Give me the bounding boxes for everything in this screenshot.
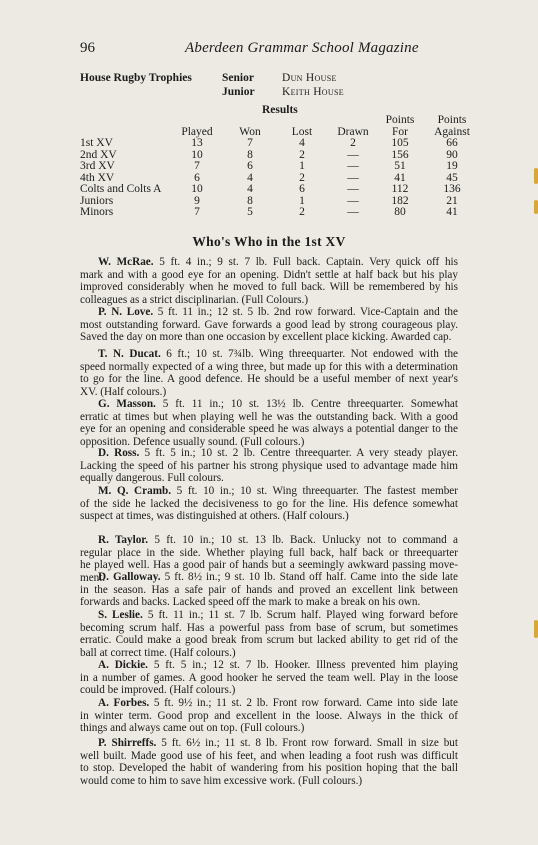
results-row [80,196,480,208]
team-name: Minors [80,206,114,218]
bio-line [80,306,458,319]
section-title: Who's Who in the 1st XV [192,234,346,249]
player-bio [80,256,458,306]
player-name: W. McRae. [98,256,154,268]
player-name: R. Taylor. [98,534,149,546]
results-cell: 10 [191,183,203,195]
results-cell: 8 [247,194,253,207]
results-header-row [80,127,480,139]
player-bio [80,659,458,697]
trophies-title: House Rugby Trophies [80,72,192,84]
edge-tab-mark [534,200,538,214]
player-bio [80,485,458,523]
bio-line: of the side he lacked the decisiveness to go for the line. His defence somewhat [80,497,458,510]
player-name: S. Leslie. [98,609,143,621]
player-bio [80,348,458,398]
results-column-header: Played [181,125,213,138]
bio-text: 5 ft. 8½ in.; 9 st. 10 lb. Stand off half. Came into the side late [164,571,459,583]
results-cell: 7 [194,206,200,218]
results-cell: 6 [247,160,253,172]
results-cell: — [347,148,359,161]
page-number: 96 [80,40,95,56]
results-column-header: Points [385,114,415,126]
player-name: A. Dickie. [98,659,148,671]
trophy-label-senior: Senior [222,72,254,84]
bio-line: becoming scrum half. Has a powerful pass from base of scrum, but sometimes [80,621,458,634]
bio-text: 5 ft. 11 in.; 10 st. 13½ lb. Centre threequarter. Somewhat [162,398,458,410]
bio-line: ball at correct time. (Half colours.) [80,646,236,659]
results-cell: 136 [443,183,461,195]
bio-line: well built. Made good use of his feet, and when leading a foot rush was difficult [80,749,458,762]
player-bio [80,609,458,659]
bio-text: 5 ft. 10 in.; 10 st. Wing threequarter. The fastest member [176,485,459,497]
bio-line [80,398,458,411]
bio-text: 5 ft. 11 in.; 12 st. 5 lb. 2nd row forward. Vice-Captain and the [157,306,458,318]
bio-line [80,534,458,547]
bio-line: things and always came out on top. (Full colours.) [80,722,305,735]
results-cell: 4 [247,171,253,184]
results-column-header: Won [239,125,261,138]
player-bio [80,737,458,787]
edge-tab-mark [534,620,538,638]
player-name: M. Q. Cramb. [98,485,172,497]
results-cell: — [347,183,359,195]
results-cell: 105 [391,137,409,149]
results-column-header: For [392,125,408,138]
results-cell: 6 [299,183,305,195]
player-bio [80,697,458,735]
results-header-row [80,115,480,127]
bio-line: in the season. Has a safe pair of hands and proved an excellent link between [80,583,458,596]
results-column-header: Against [434,125,470,138]
results-cell: 156 [391,148,409,161]
team-name: 1st XV [80,137,113,149]
bio-line [80,737,458,750]
bio-line: opposition. Defence usually sound. (Full colours.) [80,435,305,448]
results-cell: — [347,160,359,172]
results-cell: 19 [446,160,458,172]
bio-line: XV. (Half colours.) [80,385,167,398]
results-cell: 8 [247,148,253,161]
bio-text: 5 ft. 5 in.; 12 st. 7 lb. Hooker. Illness prevented him playing [153,659,459,671]
results-cell: 1 [299,194,305,207]
bio-line [80,485,458,498]
trophy-label-junior: Junior [222,85,255,98]
bio-text: 5 ft. 9½ in.; 11 st. 2 lb. Front row forward. Came into side late [153,697,458,709]
bio-text: 5 ft. 6½ in.; 11 st. 8 lb. Front row forward. Small in size but [161,737,458,749]
results-row [80,138,480,150]
running-title: Aberdeen Grammar School Magazine [185,40,419,56]
team-name: Juniors [80,194,114,207]
results-cell: 51 [394,160,406,172]
bio-line: could be improved. (Half colours.) [80,684,236,697]
results-column-header: Drawn [337,125,369,138]
bio-line: ment. [80,571,106,584]
bio-text: 5 ft. 4 in.; 9 st. 7 lb. Full back. Captain. Very quick off his [159,256,458,268]
bio-line [80,659,458,672]
results-cell: 4 [299,137,305,149]
results-cell: 7 [194,160,200,172]
bio-text: 5 ft. 5 in.; 10 st. 2 lb. Centre threequarter. A very steady player. [144,447,458,459]
player-bio [80,447,458,485]
results-cell: 5 [247,206,253,218]
bio-line [80,256,458,269]
player-name: D. Galloway. [98,571,161,583]
bio-line [80,609,458,622]
results-cell: 21 [446,194,458,207]
results-cell: 66 [446,137,458,149]
results-table [80,115,480,219]
results-cell: 80 [394,206,406,218]
team-name: 2nd XV [80,148,117,161]
results-column-header: Lost [291,125,313,138]
bio-line [80,571,458,584]
bio-line: regular place in the side. Whether playing full back, half back or threequarter [80,546,458,559]
results-heading: Results [262,104,298,116]
player-name: G. Masson. [98,398,156,410]
results-cell: — [347,171,359,184]
team-name: 4th XV [80,171,115,184]
bio-line: to stop. Developed the habit of wandering from his position hoping that the ball [80,762,458,775]
results-cell: — [347,206,359,218]
player-name: T. N. Ducat. [98,348,161,360]
edge-tab-mark [534,168,538,184]
results-cell: 45 [446,171,458,184]
team-name: Colts and Colts A [80,183,162,195]
results-cell: 90 [446,148,458,161]
results-cell: 9 [194,194,200,207]
results-cell: 4 [247,183,253,195]
results-cell: 2 [299,206,305,218]
bio-line: suspect at times, was distinguished at others. (Half colours.) [80,510,349,523]
player-name: P. Shirreffs. [98,737,157,749]
player-name: A. Forbes. [98,697,150,709]
results-cell: 182 [391,194,409,207]
bio-line: colleagues as a strict disciplinarian. (Full Colours.) [80,293,309,306]
bio-line: in winter term. Good prop and excellent in the loose. Always in the thick of [80,709,458,722]
results-cell: 2 [350,137,356,149]
bio-line: mark and with a good eye for an opening. Didn't settle at half back but his play [80,268,458,281]
trophy-values [282,72,344,99]
trophy-value-junior: Keith House [282,85,344,98]
bio-line [80,447,458,460]
results-cell: 2 [299,171,305,184]
results-cell: 41 [394,171,406,184]
player-name: D. Ross. [98,447,140,459]
bio-line: equally dangerous. Full colours. [80,472,224,485]
player-bio [80,571,458,609]
bio-text: 6 ft.; 10 st. 7¾lb. Wing threequarter. Not endowed with the [166,348,458,360]
bio-text: 5 ft. 11 in.; 11 st. 7 lb. Scrum half. Played wing forward before [147,609,459,621]
results-row [80,161,480,173]
bio-line: would come to him to save him excessive work. (Full colours.) [80,774,363,787]
bio-text: 5 ft. 10 in.; 10 st. 13 lb. Back. Unlucky not to command a [154,534,459,546]
player-bio [80,306,458,344]
bio-line: forwards and backs. Lacked speed off the mark to make a break on his own. [80,596,421,609]
bio-line: Lacking the speed of his partner his strong physique used to advantage made him [80,459,458,472]
results-row [80,150,480,162]
bio-line: speed normally expected of a wing three, but made up for this with a determination [80,360,458,373]
results-cell: 7 [247,137,253,149]
results-cell: 112 [391,183,409,195]
bio-line: to go for the line. A good defence. He should be a useful member of next year's [80,373,458,386]
team-name: 3rd XV [80,160,115,172]
results-column-header: Points [437,114,467,126]
bio-line [80,697,458,710]
results-cell: 6 [194,171,200,184]
trophy-labels [222,72,255,99]
bio-line: erratic. Could make a good break from scrum but lacked ability to get rid of the [80,634,458,647]
results-row [80,184,480,196]
results-cell: 1 [299,160,305,172]
bio-line: improved considerably when he moved to full back. Will be remembered by his [80,281,458,294]
results-cell: 2 [299,148,305,161]
bio-line: eye for an opening and considerable speed he was always a potential danger to the [80,423,458,436]
player-name: P. N. Love. [98,306,154,318]
bio-line [80,348,458,361]
results-cell: 10 [191,148,203,161]
results-cell: — [347,194,359,207]
bio-line: most outstanding forward. Gave forwards a good lead by strong courageous play. [80,318,458,331]
results-cell: 41 [446,206,458,218]
player-bio [80,398,458,448]
results-row [80,207,480,219]
bio-line: he played well. Has a good pair of hands but a seemingly awkward passing move- [80,559,458,572]
results-cell: 13 [191,137,203,149]
bio-line: Saved the day on more than one occasion by excellent place kicking. Awarded cap. [80,331,452,344]
trophy-value-senior: Dun House [282,72,337,84]
bio-line: erratic at times but when playing well he was the outstanding back. With a good [80,410,458,423]
bio-line: in a number of games. A good hooker he served the team well. Play in the loose [80,671,458,684]
